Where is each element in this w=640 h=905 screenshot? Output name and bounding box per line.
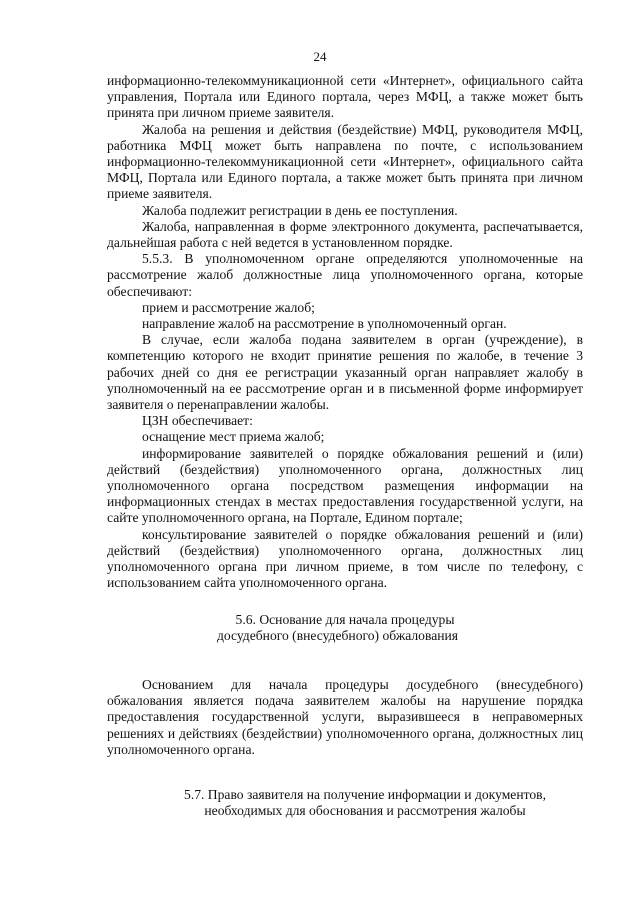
section-heading-5-7 bbox=[147, 787, 583, 819]
paragraph: информационно-телекоммуникационной сети «Интернет», официального сайта управления, Портала или Единого портала, через МФЦ, а также может быть принята при личном приеме заявителя. bbox=[107, 73, 583, 121]
section-heading-line: 5.6. Основание для начала процедуры bbox=[235, 611, 455, 627]
document-body bbox=[107, 73, 583, 819]
paragraph: Основанием для начала процедуры досудебного (внесудебного) обжалования является подача заявителем жалобы на нарушение порядка предоставления государственной услуги, выразившееся в неправомерных решениях и действиях (бездействии) уполномоченного органа, должностных лиц уполномоченного органа. bbox=[107, 676, 583, 757]
section-heading-line: 5.7. Право заявителя на получение информации и документов, bbox=[184, 786, 546, 802]
paragraph: Жалоба на решения и действия (бездействие) МФЦ, руководителя МФЦ, работника МФЦ может быть направлена по почте, с использованием информационно-телекоммуникационной сети «Интернет», официального сайта МФЦ, Портала или Единого портала, а также может быть принята при личном приеме заявителя. bbox=[107, 121, 583, 202]
paragraph: направление жалоб на рассмотрение в уполномоченный орган. bbox=[142, 316, 507, 332]
paragraph: консультирование заявителей о порядке обжалования решений и (или) действий (бездействия) уполномоченного органа, должностных лиц уполномоченного органа при личном приеме, в том числе по телефону, с использованием сайта уполномоченного органа. bbox=[107, 526, 583, 591]
paragraph: Жалоба подлежит регистрации в день ее поступления. bbox=[142, 202, 458, 218]
paragraph: прием и рассмотрение жалоб; bbox=[142, 299, 315, 315]
paragraph: ЦЗН обеспечивает: bbox=[142, 413, 253, 429]
section-heading-line: досудебного (внесудебного) обжалования bbox=[216, 627, 459, 643]
section-heading-5-6 bbox=[107, 612, 583, 644]
paragraph: 5.5.3. В уполномоченном органе определяются уполномоченные на рассмотрение жалоб должностные лица уполномоченного органа, которые обеспечивают: bbox=[107, 251, 583, 299]
paragraph: Жалоба, направленная в форме электронного документа, распечатывается, дальнейшая работа с ней ведется в установленном порядке. bbox=[107, 218, 583, 251]
section-heading-line: необходимых для обоснования и рассмотрения жалобы bbox=[204, 803, 526, 819]
paragraph-group bbox=[107, 73, 583, 592]
paragraph: информирование заявителей о порядке обжалования решений и (или) действий (бездействия) уполномоченного органа, должностных лиц уполномоченного органа посредством размещения информации на информационных стендах в местах предоставления государственной услуги, на сайте уполномоченного органа, на Портале, Едином портале; bbox=[107, 445, 583, 526]
page-number: 24 bbox=[313, 49, 327, 64]
paragraph: В случае, если жалоба подана заявителем в орган (учреждение), в компетенцию которого не входит принятие решения по жалобе, в течение 3 рабочих дней со дня ее регистрации указанный орган направляет жалобу в уполномоченный на ее рассмотрение орган и в письменной форме информирует заявителя о перенаправлении жалобы. bbox=[107, 332, 583, 413]
paragraph: оснащение мест приема жалоб; bbox=[142, 429, 325, 445]
